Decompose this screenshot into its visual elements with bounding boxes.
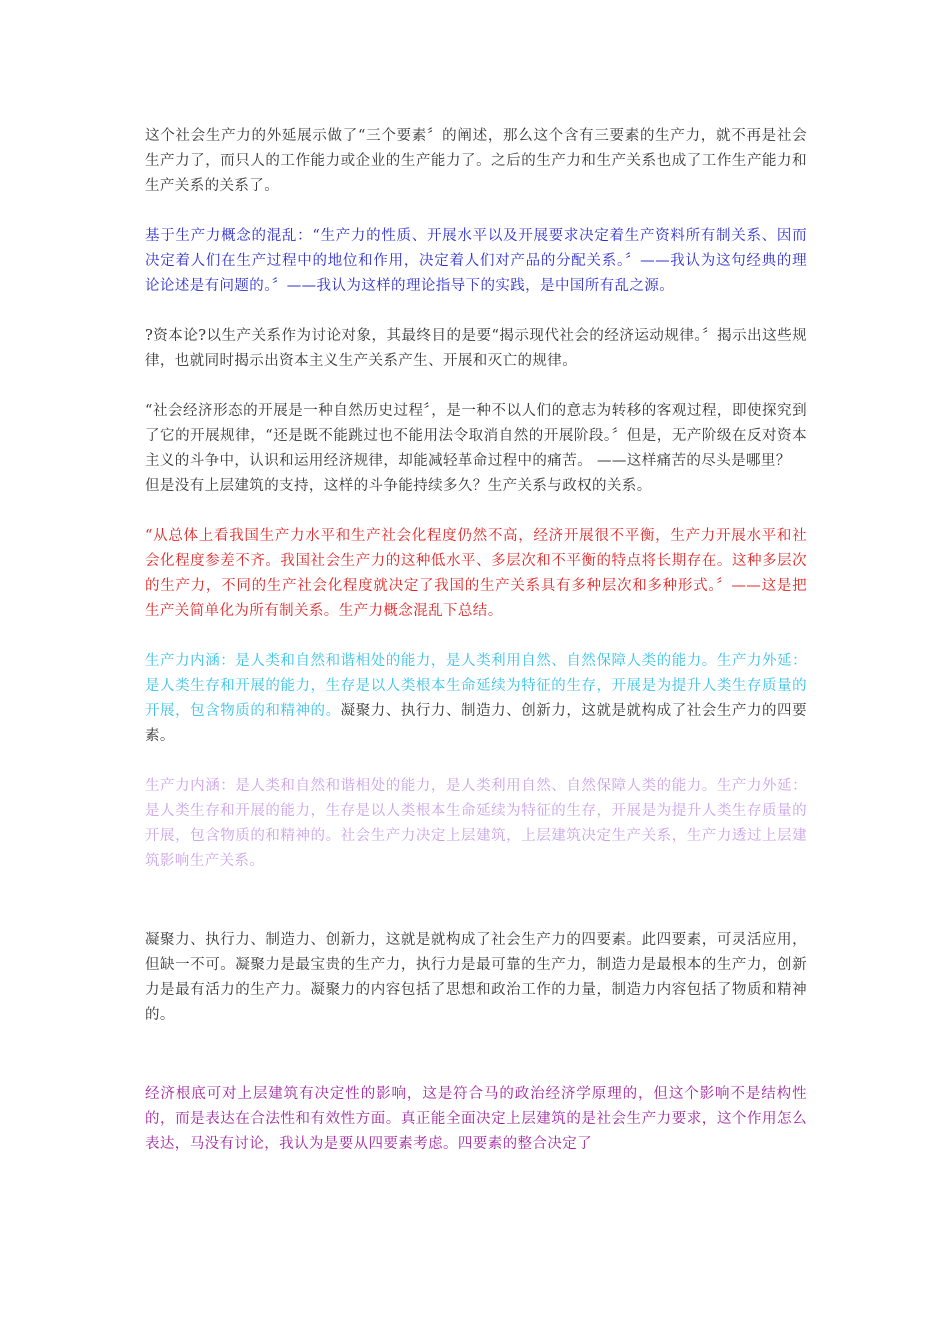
paragraph-9 [145,1082,807,1157]
paragraph-4-text-line2: 但是没有上层建筑的支持，这样的斗争能持续多久？生产关系与政权的关系。 [145,478,652,494]
paragraph-6 [145,649,807,749]
spacer [145,299,807,324]
spacer [145,374,807,399]
paragraph-5 [145,524,807,624]
paragraph-7-text: 生产力内涵：是人类和自然和谐相处的能力，是人类利用自然、自然保障人类的能力。生产力外延：是人类生存和开展的能力，生存是以人类根本生命延续为特征的生存，开展是为提升人类生存质量的开展，包含物质的和精神的。社会生产力决定上层建筑，上层建筑决定生产关系，生产力透过上层建筑影响生产关系。 [145,778,807,869]
paragraph-4-text: “社会经济形态的开展是一种自然历史过程〞，是一种不以人们的意志为转移的客观过程，即使探究到了它的开展规律，“还是既不能跳过也不能用法令取消自然的开展阶段。〞但是，无产阶级在反对资本主义的斗争中，认识和运用经济规律，却能减轻革命过程中的痛苦。 ——这样痛苦的尽头是哪里？ [145,403,807,469]
spacer [145,1028,807,1082]
paragraph-6-text-tail: 凝聚力、执行力、制造力、创新力，这就是就构成了社会生产力的四要素。 [145,703,807,744]
paragraph-8 [145,928,807,1028]
paragraph-1 [145,124,807,199]
paragraph-7 [145,774,807,874]
paragraph-4 [145,399,807,499]
spacer [145,624,807,649]
paragraph-9-text: 经济根底可对上层建筑有决定性的影响，这是符合马的政治经济学原理的，但这个影响不是结构性的，而是表达在合法性和有效性方面。真正能全面决定上层建筑的是社会生产力要求，这个作用怎么表达，马没有讨论，我认为是要从四要素考虑。四要素的整合决定了 [145,1086,807,1152]
spacer [145,199,807,224]
paragraph-2-text: 基于生产力概念的混乱：“生产力的性质、开展水平以及开展要求决定着生产资料所有制关系、因而决定着人们在生产过程中的地位和作用，决定着人们对产品的分配关系。〞——我认为这句经典的理论论述是有问题的。〞——我认为这样的理论指导下的实践，是中国所有乱之源。 [145,228,807,294]
paragraph-3 [145,324,807,374]
paragraph-6-text: 生产力内涵：是人类和自然和谐相处的能力，是人类利用自然、自然保障人类的能力。生产力外延：是人类生存和开展的能力，生存是以人类根本生命延续为特征的生存，开展是为提升人类生存质量的开展，包含物质的和精神的。 [145,653,807,719]
document-body [145,124,807,1157]
paragraph-8-text: 凝聚力、执行力、制造力、创新力，这就是就构成了社会生产力的四要素。此四要素，可灵活应用，但缺一不可。凝聚力是最宝贵的生产力，执行力是最可靠的生产力，制造力是最根本的生产力，创新力是最有活力的生产力。凝聚力的内容包括了思想和政治工作的力量，制造力内容包括了物质和精神的。 [145,932,807,1023]
spacer [145,499,807,524]
paragraph-1-text: 这个社会生产力的外延展示做了“三个要素〞的阐述，那么这个含有三要素的生产力，就不再是社会生产力了，而只人的工作能力或企业的生产能力了。之后的生产力和生产关系也成了工作生产能力和生产关系的关系了。 [145,128,807,194]
spacer [145,749,807,774]
spacer [145,874,807,928]
paragraph-5-text: “从总体上看我国生产力水平和生产社会化程度仍然不高，经济开展很不平衡，生产力开展水平和社会化程度参差不齐。我国社会生产力的这种低水平、多层次和不平衡的特点将长期存在。这种多层次的生产力，不同的生产社会化程度就决定了我国的生产关系具有多种层次和多种形式。〞——这是把生产关简单化为所有制关系。生产力概念混乱下总结。 [145,528,807,619]
paragraph-2 [145,224,807,299]
paragraph-3-text: ?资本论?以生产关系作为讨论对象，其最终目的是要“揭示现代社会的经济运动规律。〞揭示出这些规律，也就同时揭示出资本主义生产关系产生、开展和灭亡的规律。 [145,328,807,369]
